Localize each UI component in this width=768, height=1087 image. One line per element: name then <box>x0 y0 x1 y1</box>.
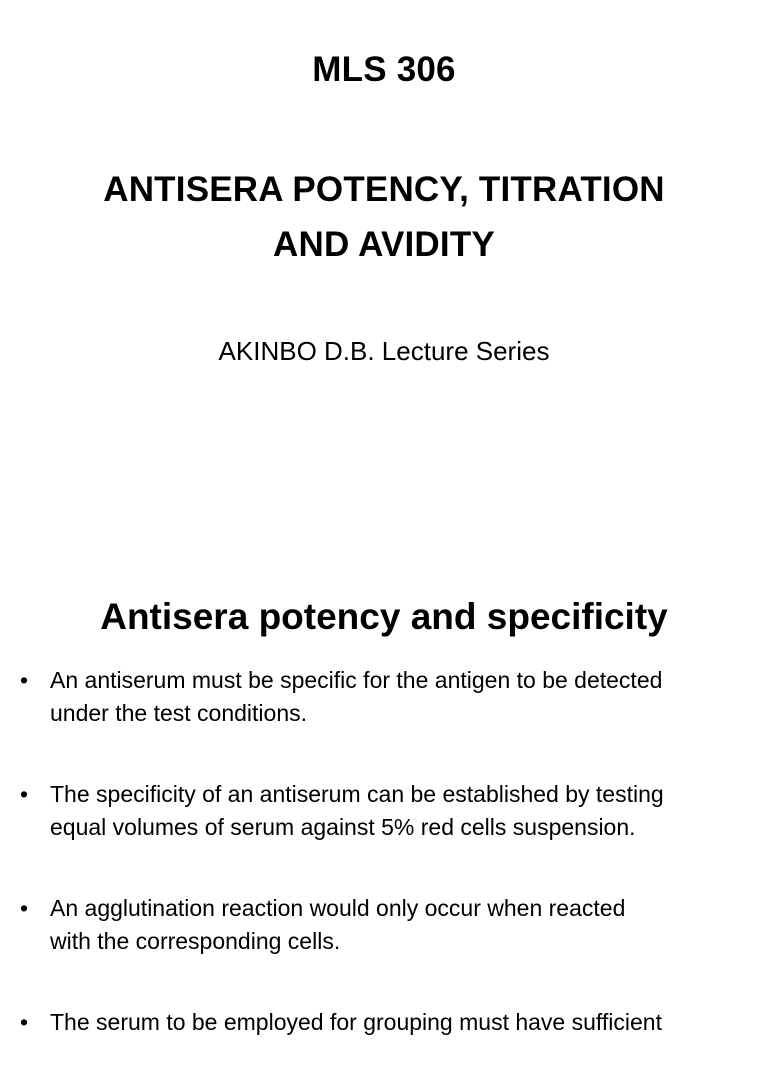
title-line-2: AND AVIDITY <box>273 225 495 264</box>
bullet-icon: • <box>20 895 29 921</box>
bullet-text-line: under the test conditions. <box>50 700 307 726</box>
bullet-icon: • <box>20 1009 29 1035</box>
lecture-subtitle: AKINBO D.B. Lecture Series <box>218 336 550 366</box>
bullet-text-line: An agglutination reaction would only occur when reacted <box>50 895 626 921</box>
slide-heading: Antisera potency and specificity <box>100 596 668 637</box>
bullet-text-line: The serum to be employed for grouping must have sufficient <box>50 1009 662 1035</box>
list-item <box>20 778 750 844</box>
bullet-text-line: equal volumes of serum against 5% red cells suspension. <box>50 814 636 840</box>
bullet-text-line: with the corresponding cells. <box>50 928 341 954</box>
presentation-title <box>40 162 728 272</box>
content-slide <box>0 560 768 1035</box>
bullet-icon: • <box>20 781 29 807</box>
list-item <box>20 664 750 730</box>
course-code: MLS 306 <box>312 50 456 89</box>
bullet-text-line: An antiserum must be specific for the antigen to be detected <box>50 667 663 693</box>
bullet-icon: • <box>20 667 29 693</box>
list-item <box>20 1006 750 1039</box>
title-line-1: ANTISERA POTENCY, TITRATION <box>103 170 665 209</box>
bullet-text-line: The specificity of an antiserum can be established by testing <box>50 781 664 807</box>
list-item <box>20 892 750 958</box>
